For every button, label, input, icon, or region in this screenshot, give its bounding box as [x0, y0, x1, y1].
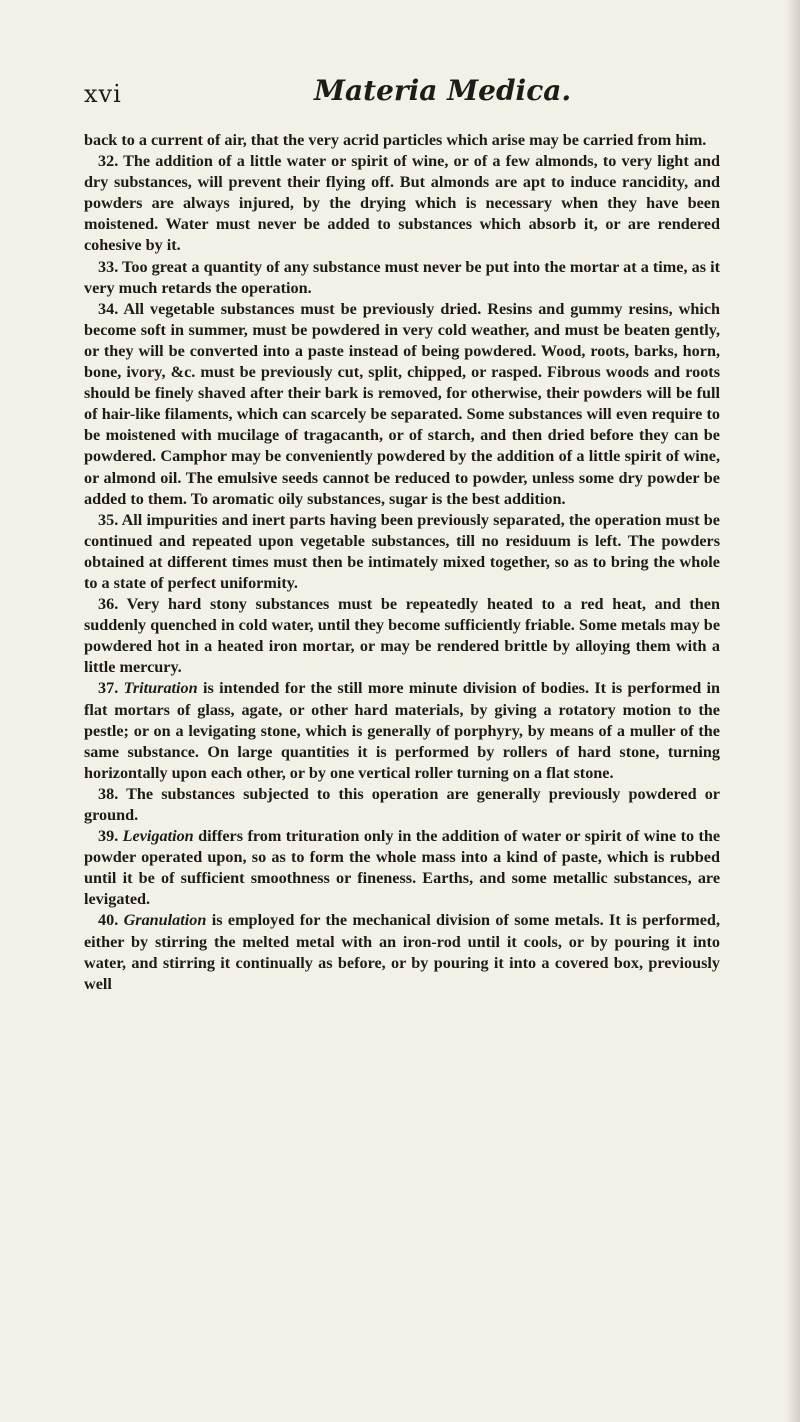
- paragraph-35: [84, 510, 720, 594]
- paragraph-text: is employed for the mechanical division of some metals. It is performed, either by stirring the melted metal with an iron-rod until it cools, or by pouring it into water, and stirring it continually as before, or by pouring it into a covered box, previously well: [84, 911, 720, 993]
- paragraph-40: [84, 910, 720, 994]
- paragraph-term: Granulation: [123, 911, 207, 930]
- paragraph-36: [84, 594, 720, 678]
- paragraph-text: back to a current of air, that the very acrid particles which arise may be carried from him.: [84, 131, 707, 149]
- paragraph-number: 40.: [98, 911, 119, 930]
- paragraph-text: The addition of a little water or spirit of wine, or of a few almonds, to very light and dry substances, will prevent their flying off. But almonds are apt to induce rancidity, and powders are always injured, by the drying which is necessary when they have been moistened. Water must never be added to substances which absorb it, or are rendered cohesive by it.: [84, 152, 720, 255]
- paragraph-number: 36.: [98, 595, 119, 614]
- page-number: xvi: [84, 80, 122, 108]
- paragraph-text: is intended for the still more minute division of bodies. It is performed in flat mortars of glass, agate, or other hard materials, by giving a rotatory motion to the pestle; or on a levigating stone, which is generally of porphyry, by means of a muller of the same substance. On large quantities it is performed by rollers of hard stone, turning horizontally upon each other, or by one vertical roller turning on a flat stone.: [84, 679, 721, 782]
- body-text: [84, 130, 720, 995]
- paragraph-number: 33.: [98, 257, 119, 276]
- paragraph-text: All vegetable substances must be previously dried. Resins and gummy resins, which become soft in summer, must be powdered in very cold weather, and must be beaten gently, or they will be converted into a paste instead of being powdered. Wood, roots, barks, horn, bone, ivory, &c. must be previously cut, split, chipped, or rasped. Fibrous woods and roots should be finely shaved after their bark is removed, for otherwise, their powders will be full of hair-like filaments, which can scarcely be separated. Some substances will even require to be moistened with mucilage of tragacanth, or of starch, and then dried before they can be powdered. Camphor may be conveniently powdered by the addition of a little spirit of wine, or almond oil. The emulsive seeds cannot be reduced to powder, unless some dry powder be added to them. To aromatic oily substances, sugar is the best addition.: [84, 299, 721, 508]
- paragraph-number: 39.: [98, 827, 119, 846]
- running-title: Materia Medica.: [314, 74, 572, 107]
- paragraph-37: [84, 678, 720, 783]
- paragraph-number: 34.: [98, 299, 119, 318]
- paragraph-text: The substances subjected to this operation are generally previously powdered or ground.: [84, 784, 720, 824]
- paragraph-number: 32.: [98, 152, 119, 171]
- paragraph-continuation: [84, 130, 720, 151]
- paragraph-32: [84, 151, 720, 256]
- paragraph-number: 38.: [98, 784, 119, 803]
- paragraph-text: Too great a quantity of any substance must never be put into the mortar at a time, as it very much retards the operation.: [84, 257, 720, 297]
- paragraph-39: [84, 826, 720, 910]
- paragraph-text: differs from trituration only in the addition of water or spirit of wine to the powder operated upon, so as to form the whole mass into a kind of paste, which is rubbed until it be of sufficient smoothness or fineness. Earths, and some metallic substances, are levigated.: [84, 827, 721, 909]
- paragraph-number: 37.: [98, 679, 119, 698]
- paragraph-33: [84, 257, 720, 299]
- paragraph-text: Very hard stony substances must be repeatedly heated to a red heat, and then suddenly quenched in cold water, until they become sufficiently friable. Some metals may be powdered hot in a heated iron mortar, or may be rendered brittle by alloying them with a little mercury.: [84, 595, 720, 677]
- paragraph-term: Levigation: [122, 827, 194, 846]
- page-edge-shadow: [786, 0, 800, 1422]
- page-header: [84, 74, 720, 114]
- paragraph-number: 35.: [98, 510, 119, 529]
- paragraph-34: [84, 299, 720, 510]
- paragraph-38: [84, 784, 720, 826]
- paragraph-text: All impurities and inert parts having been previously separated, the operation must be continued and repeated upon vegetable substances, till no residuum is left. The powders obtained at different times must then be intimately mixed together, so as to bring the whole to a state of perfect uniformity.: [84, 510, 720, 592]
- paragraph-term: Trituration: [123, 679, 198, 698]
